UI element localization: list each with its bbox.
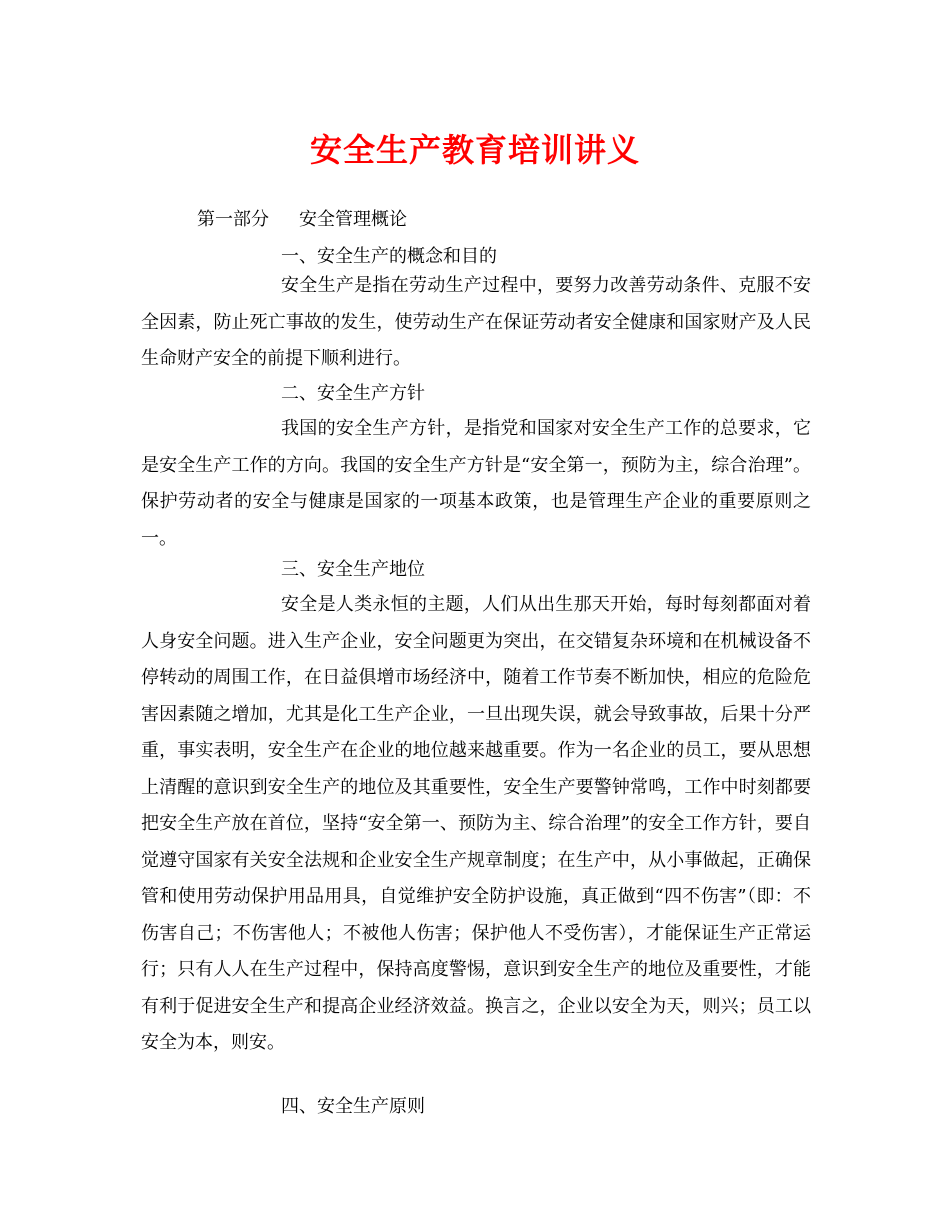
- part-number: 第一部分: [197, 209, 269, 230]
- part-heading: [197, 203, 407, 237]
- section-heading-3: 三、安全生产地位: [281, 559, 425, 580]
- section-body-1: 安全生产是指在劳动生产过程中，要努力改善劳动条件、克服不安全因素，防止死亡事故的发生，使劳动生产在保证劳动者安全健康和国家财产及人民生命财产安全的前提下顺利进行。: [141, 275, 811, 369]
- section-body-3: 安全是人类永恒的主题，人们从出生那天开始，每时每刻都面对着人身安全问题。进入生产企业，安全问题更为突出，在交错复杂环境和在机械设备不停转动的周围工作，在日益俱增市场经济中，随着工作节奏不断加快，相应的危险危害因素随之增加，尤其是化工生产企业，一旦出现失误，就会导致事故，后果十分严重，事实表明，安全生产在企业的地位越来越重要。作为一名企业的员工，要从思想上清醒的意识到安全生产的地位及其重要性，安全生产要警钟常鸣，工作中时刻都要把安全生产放在首位，坚持“安全第一、预防为主、综合治理”的安全工作方针，要自觉遵守国家有关安全法规和企业安全生产规章制度；在生产中，从小事做起，正确保管和使用劳动保护用品用具，自觉维护安全防护设施，真正做到“四不伤害”（即：不伤害自己；不伤害他人；不被他人伤害；保护他人不受伤害），才能保证生产正常运行；只有人人在生产过程中，保持高度警惕，意识到安全生产的地位及重要性，才能有利于促进安全生产和提高企业经济效益。换言之，企业以安全为天，则兴；员工以安全为本，则安。: [141, 594, 811, 1053]
- part-name: 安全管理概论: [299, 209, 407, 230]
- section-heading-2: 二、安全生产方针: [281, 383, 425, 404]
- section-body-2: 我国的安全生产方针，是指党和国家对安全生产工作的总要求，它是安全生产工作的方向。我国的安全生产方针是“安全第一，预防为主，综合治理”。保护劳动者的安全与健康是国家的一项基本政策，也是管理生产企业的重要原则之一。: [141, 418, 811, 549]
- document-title: 安全生产教育培训讲义: [309, 131, 640, 169]
- section-heading-4: 四、安全生产原则: [281, 1096, 425, 1117]
- section-heading-1: 一、安全生产的概念和目的: [281, 246, 497, 267]
